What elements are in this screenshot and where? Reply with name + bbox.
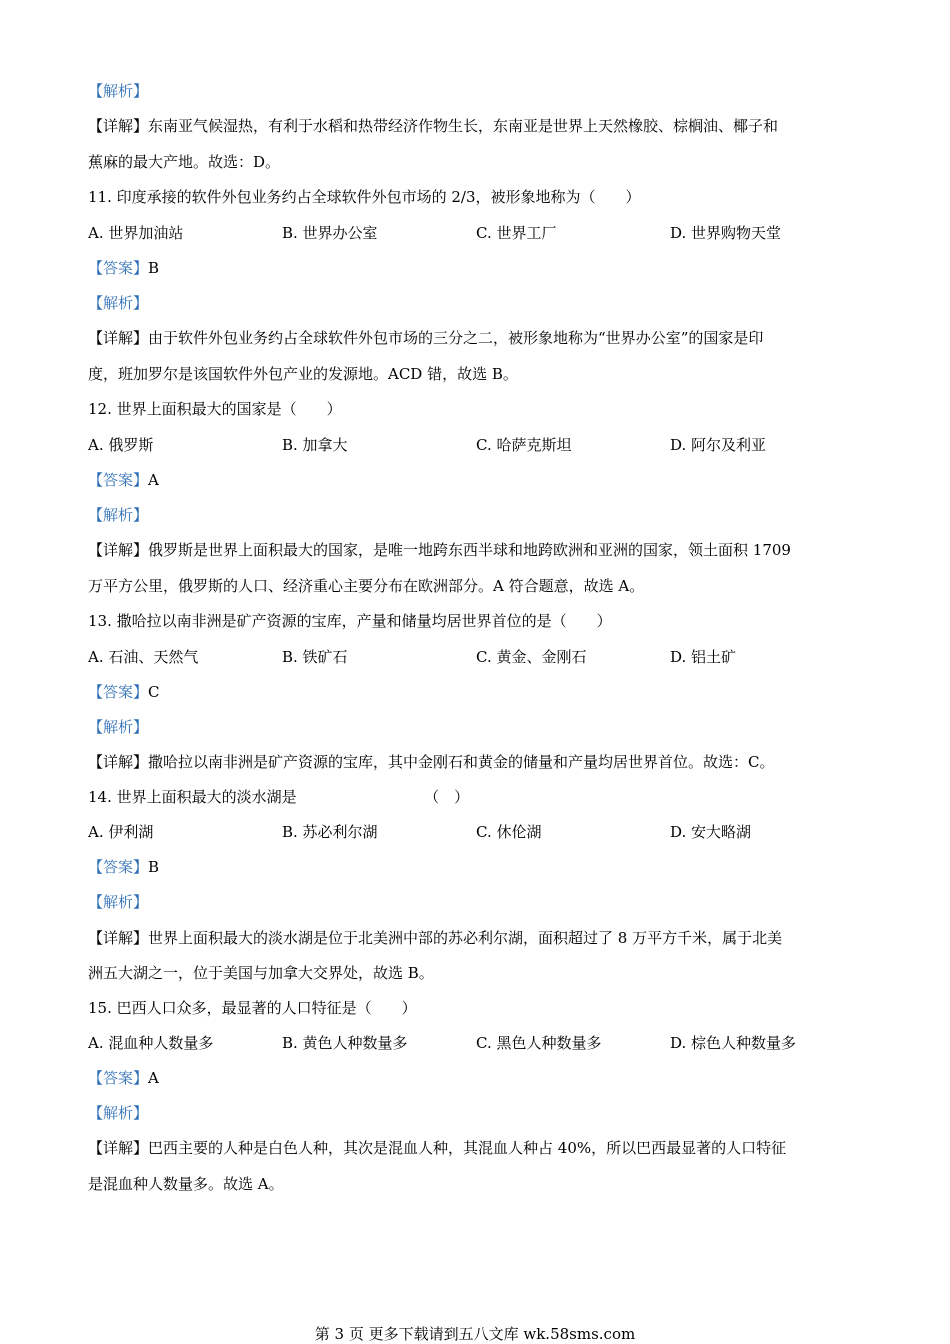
q10-detail-line-2: 蕉麻的最大产地。故选：D。 bbox=[88, 153, 281, 171]
q13-option-b: B. 铁矿石 bbox=[282, 648, 348, 666]
q15-option-b: B. 黄色人种数量多 bbox=[282, 1034, 408, 1052]
q15-detail-line-2: 是混血种人数量多。故选 A。 bbox=[88, 1175, 284, 1193]
q14-option-c: C. 休伦湖 bbox=[476, 823, 542, 841]
q13-option-c: C. 黄金、金刚石 bbox=[476, 648, 587, 666]
q13-answer bbox=[88, 682, 868, 702]
q12-question: 12. 世界上面积最大的国家是（ ） bbox=[88, 400, 342, 418]
q14-detail-label: 【详解】 bbox=[88, 929, 149, 947]
q14-answer bbox=[88, 857, 868, 877]
q13-answer-value: C bbox=[148, 683, 160, 701]
q13-analysis-label: 【解析】 bbox=[88, 718, 149, 736]
q14-option-d: D. 安大略湖 bbox=[670, 823, 752, 841]
page-footer: 第 3 页 更多下载请到五八文库 wk.58sms.com bbox=[314, 1325, 636, 1343]
q12-options bbox=[88, 435, 868, 455]
q15-option-c: C. 黑色人种数量多 bbox=[476, 1034, 602, 1052]
q10-detail-label: 【详解】 bbox=[88, 117, 149, 135]
q13-option-a: A. 石油、天然气 bbox=[88, 648, 199, 666]
q12-answer bbox=[88, 470, 868, 490]
q15-options bbox=[88, 1033, 868, 1053]
q15-option-d: D. 棕色人种数量多 bbox=[670, 1034, 797, 1052]
q13-detail-line-1: 【详解】撒哈拉以南非洲是矿产资源的宝库，其中金刚石和黄金的储量和产量均居世界首位。故选：C。 bbox=[88, 753, 775, 771]
q12-option-b: B. 加拿大 bbox=[282, 436, 348, 454]
q14-option-a: A. 伊利湖 bbox=[88, 823, 154, 841]
q12-option-d: D. 阿尔及利亚 bbox=[670, 436, 767, 454]
q14-answer-label: 【答案】 bbox=[88, 858, 149, 876]
q14-answer-value: B bbox=[148, 858, 160, 876]
q15-analysis-label: 【解析】 bbox=[88, 1104, 149, 1122]
q11-option-b: B. 世界办公室 bbox=[282, 224, 378, 242]
q15-detail-label: 【详解】 bbox=[88, 1139, 149, 1157]
q15-detail-line-1: 【详解】巴西主要的人种是白色人种，其次是混血人种，其混血人种占 40%，所以巴西最显著的人口特征 bbox=[88, 1139, 787, 1157]
q12-option-c: C. 哈萨克斯坦 bbox=[476, 436, 572, 454]
q11-answer-value: B bbox=[148, 259, 160, 277]
q11-answer bbox=[88, 258, 868, 278]
q14-question: 14. 世界上面积最大的淡水湖是 （ ） bbox=[88, 788, 470, 806]
q13-question: 13. 撒哈拉以南非洲是矿产资源的宝库，产量和储量均居世界首位的是（ ） bbox=[88, 612, 612, 630]
q11-detail-line-1: 【详解】由于软件外包业务约占全球软件外包市场的三分之二，被形象地称为“世界办公室”的国家是印 bbox=[88, 329, 764, 347]
q14-options bbox=[88, 822, 868, 842]
q15-option-a: A. 混血种人数量多 bbox=[88, 1034, 214, 1052]
q14-detail-line-2: 洲五大湖之一，位于美国与加拿大交界处，故选 B。 bbox=[88, 964, 434, 982]
q12-answer-label: 【答案】 bbox=[88, 471, 149, 489]
q15-answer-value: A bbox=[148, 1069, 159, 1087]
q15-answer bbox=[88, 1068, 868, 1088]
q15-question: 15. 巴西人口众多，最显著的人口特征是（ ） bbox=[88, 999, 417, 1017]
q12-answer-value: A bbox=[148, 471, 159, 489]
q12-detail-line-2: 万平方公里，俄罗斯的人口、经济重心主要分布在欧洲部分。A 符合题意，故选 A。 bbox=[88, 577, 645, 595]
q11-analysis-label: 【解析】 bbox=[88, 294, 149, 312]
q12-detail-line-1: 【详解】俄罗斯是世界上面积最大的国家，是唯一地跨东西半球和地跨欧洲和亚洲的国家，领土面积 1709 bbox=[88, 541, 791, 559]
q11-detail-label: 【详解】 bbox=[88, 329, 149, 347]
q10-analysis-label: 【解析】 bbox=[88, 82, 149, 100]
q11-options bbox=[88, 223, 868, 243]
q13-answer-label: 【答案】 bbox=[88, 683, 149, 701]
q14-analysis-label: 【解析】 bbox=[88, 893, 149, 911]
q10-detail-line-1: 【详解】东南亚气候湿热，有利于水稻和热带经济作物生长，东南亚是世界上天然橡胶、棕榈油、椰子和 bbox=[88, 117, 779, 135]
q11-option-c: C. 世界工厂 bbox=[476, 224, 557, 242]
q11-detail-line-2: 度，班加罗尔是该国软件外包产业的发源地。ACD 错，故选 B。 bbox=[88, 365, 518, 383]
q11-option-a: A. 世界加油站 bbox=[88, 224, 184, 242]
q13-options bbox=[88, 647, 868, 667]
q11-answer-label: 【答案】 bbox=[88, 259, 149, 277]
q12-detail-label: 【详解】 bbox=[88, 541, 149, 559]
q12-option-a: A. 俄罗斯 bbox=[88, 436, 154, 454]
q11-question: 11. 印度承接的软件外包业务约占全球软件外包市场的 2/3，被形象地称为（ ） bbox=[88, 188, 641, 206]
q14-detail-line-1: 【详解】世界上面积最大的淡水湖是位于北美洲中部的苏必利尔湖，面积超过了 8 万平方千米，属于北美 bbox=[88, 929, 783, 947]
q14-option-b: B. 苏必利尔湖 bbox=[282, 823, 378, 841]
q13-option-d: D. 铝土矿 bbox=[670, 648, 737, 666]
q11-option-d: D. 世界购物天堂 bbox=[670, 224, 782, 242]
q13-detail-label: 【详解】 bbox=[88, 753, 149, 771]
q12-analysis-label: 【解析】 bbox=[88, 506, 149, 524]
q15-answer-label: 【答案】 bbox=[88, 1069, 149, 1087]
